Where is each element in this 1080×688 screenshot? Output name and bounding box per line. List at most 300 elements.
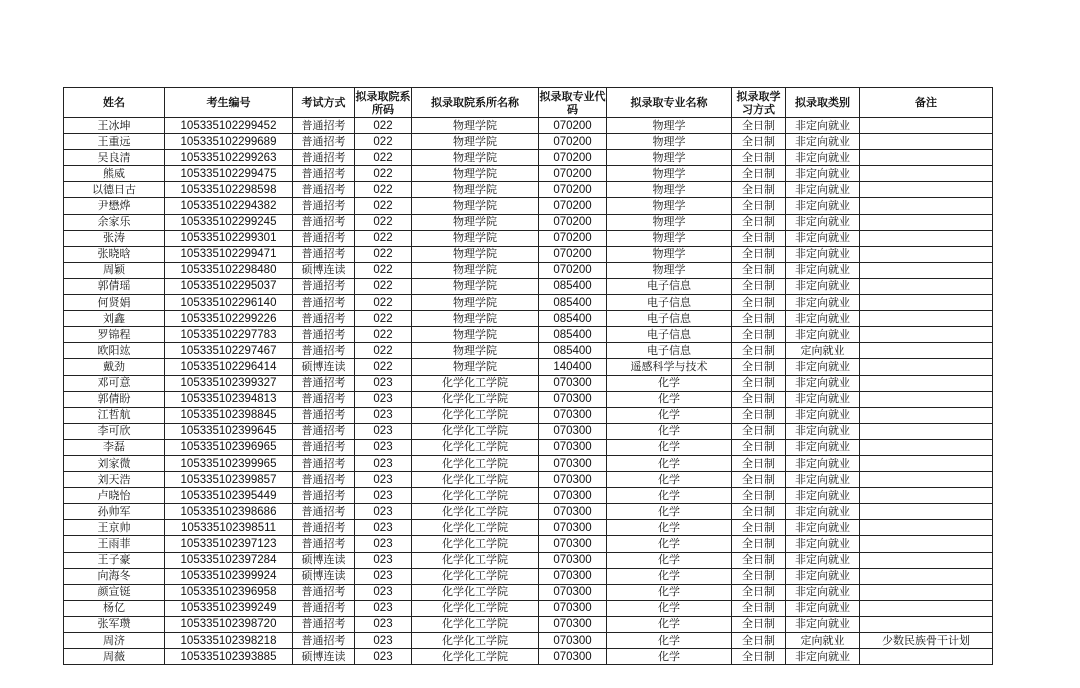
cell-remark xyxy=(860,520,993,536)
cell-category: 非定向就业 xyxy=(786,359,860,375)
cell-dept-code: 022 xyxy=(355,198,412,214)
cell-exam-method: 普通招考 xyxy=(293,423,355,439)
cell-dept-code: 022 xyxy=(355,118,412,134)
header-category: 拟录取类别 xyxy=(786,88,860,118)
cell-dept-name: 化学化工学院 xyxy=(412,423,539,439)
cell-dept-name: 物理学院 xyxy=(412,278,539,294)
cell-category: 非定向就业 xyxy=(786,584,860,600)
cell-major-code: 070200 xyxy=(539,118,607,134)
cell-exam-id: 105335102299475 xyxy=(165,166,293,182)
header-row xyxy=(64,88,993,118)
cell-exam-method: 硕博连读 xyxy=(293,262,355,278)
cell-category: 非定向就业 xyxy=(786,295,860,311)
table-row xyxy=(64,391,993,407)
cell-major-code: 085400 xyxy=(539,343,607,359)
cell-dept-code: 023 xyxy=(355,616,412,632)
cell-dept-code: 022 xyxy=(355,182,412,198)
cell-dept-code: 023 xyxy=(355,520,412,536)
cell-major-code: 085400 xyxy=(539,327,607,343)
cell-name: 王子豪 xyxy=(64,552,165,568)
cell-category: 非定向就业 xyxy=(786,600,860,616)
cell-dept-code: 022 xyxy=(355,246,412,262)
cell-category: 非定向就业 xyxy=(786,552,860,568)
cell-remark xyxy=(860,616,993,632)
cell-name: 罗锦程 xyxy=(64,327,165,343)
cell-dept-code: 023 xyxy=(355,633,412,649)
table-row xyxy=(64,150,993,166)
cell-exam-id: 105335102399249 xyxy=(165,600,293,616)
cell-major-code: 070300 xyxy=(539,407,607,423)
cell-category: 定向就业 xyxy=(786,633,860,649)
cell-major-name: 物理学 xyxy=(607,246,732,262)
cell-dept-code: 023 xyxy=(355,488,412,504)
cell-major-code: 140400 xyxy=(539,359,607,375)
cell-major-name: 化学 xyxy=(607,439,732,455)
cell-study-mode: 全日制 xyxy=(732,439,786,455)
cell-major-code: 070200 xyxy=(539,134,607,150)
cell-major-name: 电子信息 xyxy=(607,311,732,327)
cell-dept-name: 物理学院 xyxy=(412,134,539,150)
cell-major-name: 物理学 xyxy=(607,118,732,134)
cell-dept-code: 022 xyxy=(355,278,412,294)
cell-major-name: 物理学 xyxy=(607,182,732,198)
cell-exam-id: 105335102398845 xyxy=(165,407,293,423)
cell-dept-name: 化学化工学院 xyxy=(412,391,539,407)
cell-exam-id: 105335102294382 xyxy=(165,198,293,214)
cell-name: 周薇 xyxy=(64,649,165,665)
cell-major-code: 070200 xyxy=(539,182,607,198)
cell-dept-code: 023 xyxy=(355,504,412,520)
cell-exam-id: 105335102298598 xyxy=(165,182,293,198)
table-row xyxy=(64,166,993,182)
cell-category: 非定向就业 xyxy=(786,391,860,407)
cell-name: 熊威 xyxy=(64,166,165,182)
cell-name: 江哲航 xyxy=(64,407,165,423)
cell-major-name: 化学 xyxy=(607,407,732,423)
cell-exam-id: 105335102399965 xyxy=(165,455,293,471)
cell-major-name: 化学 xyxy=(607,649,732,665)
cell-study-mode: 全日制 xyxy=(732,536,786,552)
cell-dept-name: 化学化工学院 xyxy=(412,375,539,391)
cell-exam-method: 硕博连读 xyxy=(293,552,355,568)
cell-major-code: 070300 xyxy=(539,536,607,552)
cell-name: 吴良清 xyxy=(64,150,165,166)
cell-category: 非定向就业 xyxy=(786,649,860,665)
cell-dept-name: 物理学院 xyxy=(412,311,539,327)
cell-name: 尹懋烨 xyxy=(64,198,165,214)
cell-major-name: 化学 xyxy=(607,375,732,391)
cell-major-name: 化学 xyxy=(607,536,732,552)
cell-dept-name: 化学化工学院 xyxy=(412,649,539,665)
cell-category: 非定向就业 xyxy=(786,520,860,536)
cell-dept-code: 023 xyxy=(355,584,412,600)
table-header xyxy=(64,88,993,118)
cell-study-mode: 全日制 xyxy=(732,600,786,616)
table-row xyxy=(64,423,993,439)
cell-study-mode: 全日制 xyxy=(732,423,786,439)
cell-name: 王京帅 xyxy=(64,520,165,536)
cell-study-mode: 全日制 xyxy=(732,375,786,391)
cell-study-mode: 全日制 xyxy=(732,278,786,294)
cell-exam-method: 普通招考 xyxy=(293,504,355,520)
table-row xyxy=(64,118,993,134)
cell-study-mode: 全日制 xyxy=(732,327,786,343)
cell-dept-code: 023 xyxy=(355,407,412,423)
cell-dept-name: 化学化工学院 xyxy=(412,600,539,616)
cell-remark xyxy=(860,472,993,488)
cell-remark xyxy=(860,600,993,616)
cell-remark xyxy=(860,375,993,391)
cell-name: 刘家微 xyxy=(64,455,165,471)
cell-major-code: 070300 xyxy=(539,455,607,471)
table-row xyxy=(64,488,993,504)
cell-study-mode: 全日制 xyxy=(732,391,786,407)
cell-category: 非定向就业 xyxy=(786,134,860,150)
cell-study-mode: 全日制 xyxy=(732,504,786,520)
cell-major-name: 物理学 xyxy=(607,230,732,246)
cell-dept-code: 023 xyxy=(355,439,412,455)
cell-major-code: 070300 xyxy=(539,504,607,520)
header-dept-code: 拟录取院系所码 xyxy=(355,89,411,116)
cell-exam-method: 普通招考 xyxy=(293,407,355,423)
cell-exam-method: 普通招考 xyxy=(293,150,355,166)
cell-name: 卢晓怡 xyxy=(64,488,165,504)
cell-major-name: 物理学 xyxy=(607,198,732,214)
cell-study-mode: 全日制 xyxy=(732,214,786,230)
cell-dept-name: 化学化工学院 xyxy=(412,633,539,649)
cell-exam-method: 普通招考 xyxy=(293,536,355,552)
cell-dept-name: 化学化工学院 xyxy=(412,552,539,568)
cell-dept-code: 022 xyxy=(355,214,412,230)
table-row xyxy=(64,649,993,665)
cell-name: 李可欣 xyxy=(64,423,165,439)
table-row xyxy=(64,246,993,262)
table-row xyxy=(64,633,993,649)
cell-dept-name: 物理学院 xyxy=(412,246,539,262)
cell-major-name: 化学 xyxy=(607,391,732,407)
cell-exam-method: 普通招考 xyxy=(293,118,355,134)
cell-exam-id: 105335102398511 xyxy=(165,520,293,536)
cell-exam-id: 105335102398218 xyxy=(165,633,293,649)
cell-major-code: 070300 xyxy=(539,520,607,536)
cell-exam-method: 普通招考 xyxy=(293,278,355,294)
cell-category: 非定向就业 xyxy=(786,439,860,455)
cell-dept-code: 023 xyxy=(355,649,412,665)
cell-category: 非定向就业 xyxy=(786,327,860,343)
cell-study-mode: 全日制 xyxy=(732,182,786,198)
cell-remark xyxy=(860,455,993,471)
cell-exam-method: 普通招考 xyxy=(293,230,355,246)
cell-exam-method: 硕博连读 xyxy=(293,359,355,375)
cell-dept-code: 022 xyxy=(355,134,412,150)
cell-study-mode: 全日制 xyxy=(732,649,786,665)
cell-dept-name: 物理学院 xyxy=(412,118,539,134)
table-row xyxy=(64,552,993,568)
cell-name: 戴劲 xyxy=(64,359,165,375)
cell-dept-name: 物理学院 xyxy=(412,230,539,246)
table-row xyxy=(64,504,993,520)
cell-exam-method: 普通招考 xyxy=(293,246,355,262)
cell-major-name: 物理学 xyxy=(607,262,732,278)
cell-dept-code: 023 xyxy=(355,423,412,439)
cell-dept-code: 022 xyxy=(355,359,412,375)
header-study-mode: 拟录取学习方式 xyxy=(732,88,786,118)
table-row xyxy=(64,568,993,584)
cell-remark xyxy=(860,295,993,311)
table-row xyxy=(64,278,993,294)
cell-name: 向海冬 xyxy=(64,568,165,584)
cell-major-name: 化学 xyxy=(607,423,732,439)
cell-category: 非定向就业 xyxy=(786,423,860,439)
cell-exam-method: 普通招考 xyxy=(293,616,355,632)
table-row xyxy=(64,311,993,327)
cell-exam-id: 105335102299263 xyxy=(165,150,293,166)
cell-exam-id: 105335102296140 xyxy=(165,295,293,311)
cell-major-name: 遥感科学与技术 xyxy=(607,359,732,375)
cell-study-mode: 全日制 xyxy=(732,407,786,423)
cell-major-code: 070200 xyxy=(539,198,607,214)
cell-name: 郭倩盼 xyxy=(64,391,165,407)
cell-name: 刘天浩 xyxy=(64,472,165,488)
cell-major-code: 070300 xyxy=(539,391,607,407)
cell-remark xyxy=(860,182,993,198)
cell-remark xyxy=(860,343,993,359)
cell-remark xyxy=(860,488,993,504)
cell-major-name: 化学 xyxy=(607,633,732,649)
cell-major-code: 070200 xyxy=(539,230,607,246)
cell-remark xyxy=(860,536,993,552)
cell-dept-code: 022 xyxy=(355,262,412,278)
cell-major-code: 070300 xyxy=(539,633,607,649)
cell-remark xyxy=(860,327,993,343)
cell-exam-id: 105335102396965 xyxy=(165,439,293,455)
cell-category: 非定向就业 xyxy=(786,488,860,504)
cell-major-code: 070200 xyxy=(539,262,607,278)
cell-category: 非定向就业 xyxy=(786,230,860,246)
cell-remark xyxy=(860,568,993,584)
cell-major-name: 化学 xyxy=(607,616,732,632)
cell-dept-code: 022 xyxy=(355,230,412,246)
cell-major-code: 070200 xyxy=(539,214,607,230)
cell-exam-method: 普通招考 xyxy=(293,343,355,359)
cell-study-mode: 全日制 xyxy=(732,488,786,504)
cell-study-mode: 全日制 xyxy=(732,295,786,311)
cell-exam-method: 普通招考 xyxy=(293,214,355,230)
cell-category: 非定向就业 xyxy=(786,311,860,327)
table-row xyxy=(64,584,993,600)
table-row xyxy=(64,327,993,343)
cell-dept-name: 化学化工学院 xyxy=(412,488,539,504)
cell-major-code: 070300 xyxy=(539,649,607,665)
cell-major-code: 070300 xyxy=(539,616,607,632)
cell-exam-method: 硕博连读 xyxy=(293,568,355,584)
cell-remark xyxy=(860,423,993,439)
cell-remark xyxy=(860,214,993,230)
cell-major-name: 化学 xyxy=(607,600,732,616)
cell-dept-name: 物理学院 xyxy=(412,262,539,278)
cell-name: 周济 xyxy=(64,633,165,649)
cell-dept-name: 物理学院 xyxy=(412,359,539,375)
cell-category: 非定向就业 xyxy=(786,262,860,278)
cell-exam-method: 普通招考 xyxy=(293,375,355,391)
cell-major-code: 070300 xyxy=(539,375,607,391)
cell-name: 李磊 xyxy=(64,439,165,455)
cell-major-name: 化学 xyxy=(607,568,732,584)
cell-remark xyxy=(860,391,993,407)
cell-dept-code: 022 xyxy=(355,311,412,327)
cell-major-name: 物理学 xyxy=(607,214,732,230)
cell-category: 非定向就业 xyxy=(786,182,860,198)
cell-dept-name: 物理学院 xyxy=(412,182,539,198)
table-row xyxy=(64,295,993,311)
header-dept-name: 拟录取院系所名称 xyxy=(412,88,539,118)
table-row xyxy=(64,134,993,150)
cell-name: 何贤娟 xyxy=(64,295,165,311)
cell-name: 刘鑫 xyxy=(64,311,165,327)
cell-dept-code: 023 xyxy=(355,600,412,616)
cell-exam-id: 105335102399924 xyxy=(165,568,293,584)
cell-study-mode: 全日制 xyxy=(732,584,786,600)
cell-major-code: 070300 xyxy=(539,584,607,600)
cell-category: 非定向就业 xyxy=(786,150,860,166)
cell-name: 以德日古 xyxy=(64,182,165,198)
cell-exam-method: 普通招考 xyxy=(293,520,355,536)
cell-exam-id: 105335102399645 xyxy=(165,423,293,439)
cell-dept-name: 化学化工学院 xyxy=(412,568,539,584)
cell-major-name: 物理学 xyxy=(607,166,732,182)
cell-dept-name: 化学化工学院 xyxy=(412,439,539,455)
header-major-code: 拟录取专业代码 xyxy=(539,89,606,116)
cell-study-mode: 全日制 xyxy=(732,552,786,568)
cell-study-mode: 全日制 xyxy=(732,230,786,246)
cell-dept-code: 023 xyxy=(355,391,412,407)
cell-dept-code: 023 xyxy=(355,536,412,552)
cell-category: 定向就业 xyxy=(786,343,860,359)
cell-exam-id: 105335102299471 xyxy=(165,246,293,262)
cell-study-mode: 全日制 xyxy=(732,520,786,536)
cell-exam-method: 普通招考 xyxy=(293,584,355,600)
cell-name: 欧阳竑 xyxy=(64,343,165,359)
cell-category: 非定向就业 xyxy=(786,278,860,294)
cell-remark: 少数民族骨干计划 xyxy=(860,633,993,649)
cell-study-mode: 全日制 xyxy=(732,198,786,214)
cell-exam-method: 普通招考 xyxy=(293,295,355,311)
table-row xyxy=(64,472,993,488)
table-row xyxy=(64,359,993,375)
cell-major-code: 070300 xyxy=(539,552,607,568)
admission-table xyxy=(63,87,993,665)
cell-major-name: 化学 xyxy=(607,472,732,488)
cell-exam-id: 105335102295037 xyxy=(165,278,293,294)
cell-dept-name: 化学化工学院 xyxy=(412,504,539,520)
header-major-name: 拟录取专业名称 xyxy=(607,88,732,118)
cell-study-mode: 全日制 xyxy=(732,262,786,278)
cell-name: 郭倩瑶 xyxy=(64,278,165,294)
cell-remark xyxy=(860,246,993,262)
cell-study-mode: 全日制 xyxy=(732,246,786,262)
cell-major-name: 物理学 xyxy=(607,150,732,166)
cell-dept-name: 化学化工学院 xyxy=(412,616,539,632)
cell-study-mode: 全日制 xyxy=(732,343,786,359)
cell-major-name: 化学 xyxy=(607,504,732,520)
cell-category: 非定向就业 xyxy=(786,375,860,391)
table-body xyxy=(64,118,993,665)
cell-name: 王重远 xyxy=(64,134,165,150)
cell-major-code: 070200 xyxy=(539,166,607,182)
cell-remark xyxy=(860,311,993,327)
cell-exam-method: 普通招考 xyxy=(293,327,355,343)
cell-exam-method: 硕博连读 xyxy=(293,649,355,665)
table-row xyxy=(64,536,993,552)
cell-remark xyxy=(860,166,993,182)
cell-study-mode: 全日制 xyxy=(732,472,786,488)
cell-exam-id: 105335102296414 xyxy=(165,359,293,375)
table-row xyxy=(64,343,993,359)
cell-exam-method: 普通招考 xyxy=(293,439,355,455)
cell-category: 非定向就业 xyxy=(786,472,860,488)
cell-dept-code: 023 xyxy=(355,455,412,471)
table-row xyxy=(64,600,993,616)
cell-dept-code: 022 xyxy=(355,327,412,343)
cell-name: 王雨菲 xyxy=(64,536,165,552)
cell-dept-code: 023 xyxy=(355,568,412,584)
cell-exam-id: 105335102299301 xyxy=(165,230,293,246)
cell-dept-name: 化学化工学院 xyxy=(412,472,539,488)
cell-exam-method: 普通招考 xyxy=(293,198,355,214)
cell-major-code: 085400 xyxy=(539,278,607,294)
cell-name: 邓可意 xyxy=(64,375,165,391)
table-row xyxy=(64,182,993,198)
cell-name: 杨亿 xyxy=(64,600,165,616)
cell-exam-method: 普通招考 xyxy=(293,182,355,198)
cell-remark xyxy=(860,118,993,134)
cell-dept-name: 物理学院 xyxy=(412,343,539,359)
cell-exam-id: 105335102399327 xyxy=(165,375,293,391)
cell-major-name: 物理学 xyxy=(607,134,732,150)
cell-study-mode: 全日制 xyxy=(732,118,786,134)
cell-study-mode: 全日制 xyxy=(732,616,786,632)
cell-major-code: 070300 xyxy=(539,568,607,584)
cell-name: 周颖 xyxy=(64,262,165,278)
cell-exam-id: 105335102397123 xyxy=(165,536,293,552)
cell-major-name: 电子信息 xyxy=(607,278,732,294)
cell-dept-code: 022 xyxy=(355,295,412,311)
cell-major-code: 070300 xyxy=(539,472,607,488)
cell-category: 非定向就业 xyxy=(786,407,860,423)
cell-remark xyxy=(860,359,993,375)
cell-category: 非定向就业 xyxy=(786,536,860,552)
cell-major-code: 070300 xyxy=(539,439,607,455)
cell-dept-code: 023 xyxy=(355,472,412,488)
table-row xyxy=(64,230,993,246)
cell-study-mode: 全日制 xyxy=(732,166,786,182)
cell-exam-method: 普通招考 xyxy=(293,166,355,182)
cell-major-name: 化学 xyxy=(607,552,732,568)
cell-dept-name: 物理学院 xyxy=(412,214,539,230)
cell-remark xyxy=(860,134,993,150)
cell-exam-method: 普通招考 xyxy=(293,391,355,407)
cell-exam-id: 105335102396958 xyxy=(165,584,293,600)
cell-remark xyxy=(860,407,993,423)
cell-remark xyxy=(860,198,993,214)
cell-name: 颜宣铤 xyxy=(64,584,165,600)
cell-dept-name: 物理学院 xyxy=(412,198,539,214)
cell-major-name: 化学 xyxy=(607,584,732,600)
cell-exam-id: 105335102395449 xyxy=(165,488,293,504)
cell-exam-id: 105335102398686 xyxy=(165,504,293,520)
cell-dept-code: 022 xyxy=(355,150,412,166)
cell-dept-code: 022 xyxy=(355,343,412,359)
